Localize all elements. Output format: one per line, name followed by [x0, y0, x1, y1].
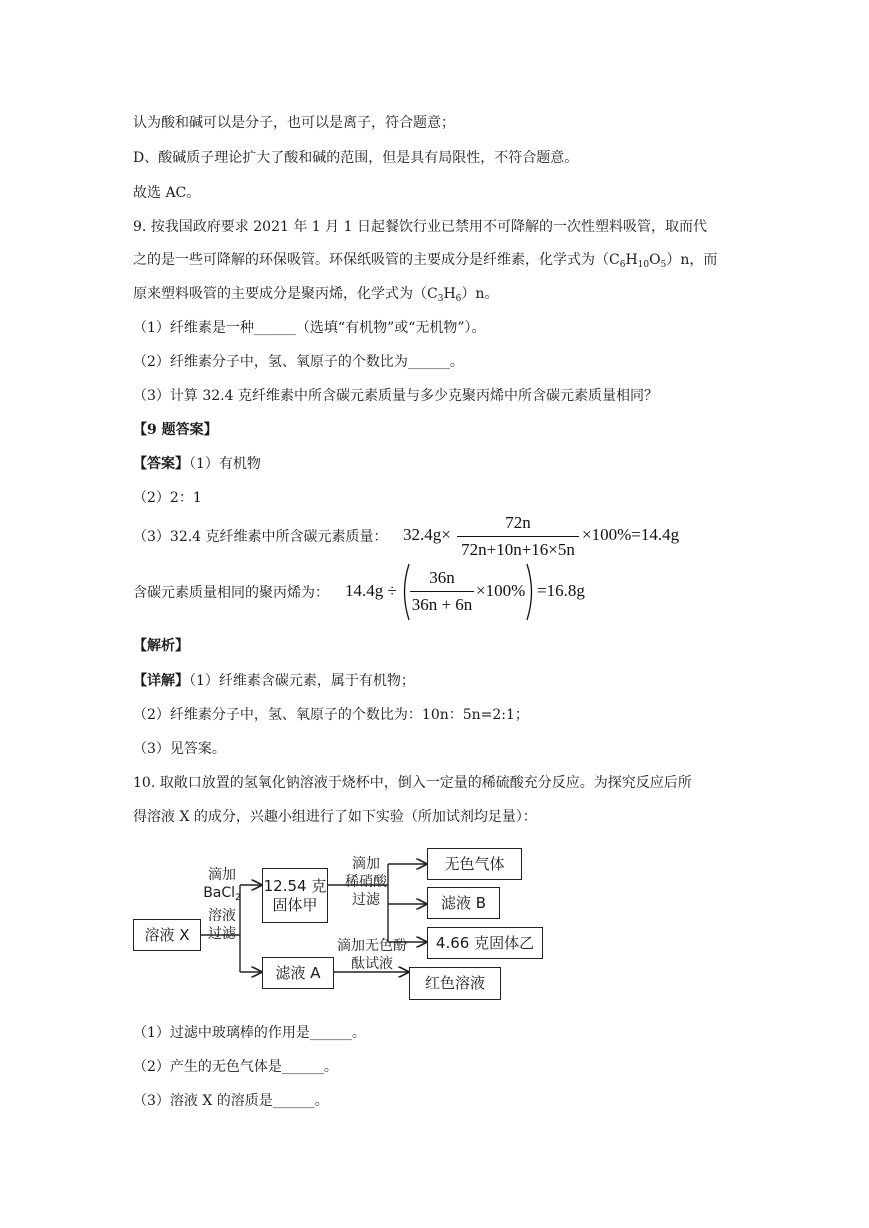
filtrate-a-box: 滤液 A	[262, 957, 334, 989]
question-9-line: 之的是一些可降解的环保吸管。环保纸吸管的主要成分是纤维素，化学式为$(C_6H_{10}O_5)n$，而	[133, 252, 718, 270]
equation-2-numerator: 36n	[429, 568, 455, 587]
text-line: D、酸碱质子理论扩大了酸和碱的范围，但是具有局限性，不符合题意。	[133, 150, 579, 166]
equation-2-mid: ×100%	[476, 581, 526, 600]
question-10-line: 得溶液 X 的成分，兴趣小组进行了如下实验（所加试剂均足量）：	[133, 809, 537, 825]
question-10-part: （1）过滤中玻璃棒的作用是______。	[133, 1025, 366, 1041]
equation-2-right: =16.8g	[537, 581, 585, 600]
solid-yi-box: 4.66 克固体乙	[427, 927, 543, 959]
equation-2-left: 14.4g ÷	[345, 581, 397, 600]
question-10-part: （2）产生的无色气体是______。	[133, 1059, 338, 1075]
detail-line: （2）纤维素分子中，氢、氧原子的个数比为：10n：5n=2:1；	[133, 707, 529, 723]
answer-line: （2）2：1	[133, 490, 202, 506]
question-9-line: 原来塑料吸管的主要成分是聚丙烯，化学式为$(C_3H_6)n$。	[133, 286, 499, 304]
equation-1-numerator: 72n	[505, 513, 531, 532]
question-9-part: （3）计算 32.4 克纤维素中所含碳元素质量与多少克聚丙烯中所含碳元素质量相同？	[133, 388, 658, 404]
solution-x-box: 溶液 X	[133, 919, 201, 951]
question-9-line: 9. 按我国政府要求 2021 年 1 月 1 日起餐饮行业已禁用不可降解的一次性塑料吸管，取而代	[133, 219, 707, 235]
bacl2-step-label: 滴加 BaCl$_2$ 溶液 过滤	[203, 867, 241, 942]
text-line: 认为酸和碱可以是分子，也可以是离子，符合题意；	[133, 115, 455, 131]
filtrate-b-box: 滤液 B	[427, 887, 500, 919]
equation-1-denominator: 72n+10n+16×5n	[461, 540, 575, 559]
question-10-line: 10. 取敞口放置的氢氧化钠溶液于烧杯中，倒入一定量的稀硫酸充分反应。为探究反应后所	[133, 775, 692, 791]
analysis-heading: 【解析】	[133, 638, 189, 654]
equation-2-denominator: 36n + 6n	[411, 595, 473, 614]
detail-line: 【详解】（1）纤维素含碳元素，属于有机物；	[133, 673, 415, 689]
question-9-part: （1）纤维素是一种______（选填“有机物”或“无机物”）。	[133, 320, 486, 336]
answer-line: 含碳元素质量相同的聚丙烯为：	[133, 585, 329, 601]
solid-jia-box: 12.54 克 固体甲	[262, 868, 328, 923]
hno3-step-label: 滴加 稀硝酸 过滤	[345, 856, 387, 908]
question-9-part: （2）纤维素分子中，氢、氧原子的个数比为______。	[133, 354, 464, 370]
red-solution-box: 红色溶液	[409, 967, 501, 1000]
text-line: 故选 AC。	[133, 185, 201, 201]
phenolphthalein-step-label: 滴加无色酚 酞试液	[337, 938, 407, 972]
answer-heading: 【9 题答案】	[133, 422, 218, 438]
detail-line: （3）见答案。	[133, 741, 226, 757]
answer-line: （3）32.4 克纤维素中所含碳元素质量：	[133, 529, 388, 545]
answer-line: 【答案】（1）有机物	[133, 456, 261, 472]
colorless-gas-box: 无色气体	[427, 848, 522, 880]
question-10-part: （3）溶液 X 的溶质是______。	[133, 1093, 329, 1109]
equation-1-left: 32.4g×	[403, 525, 451, 544]
equation-1-right: ×100%=14.4g	[582, 525, 680, 544]
